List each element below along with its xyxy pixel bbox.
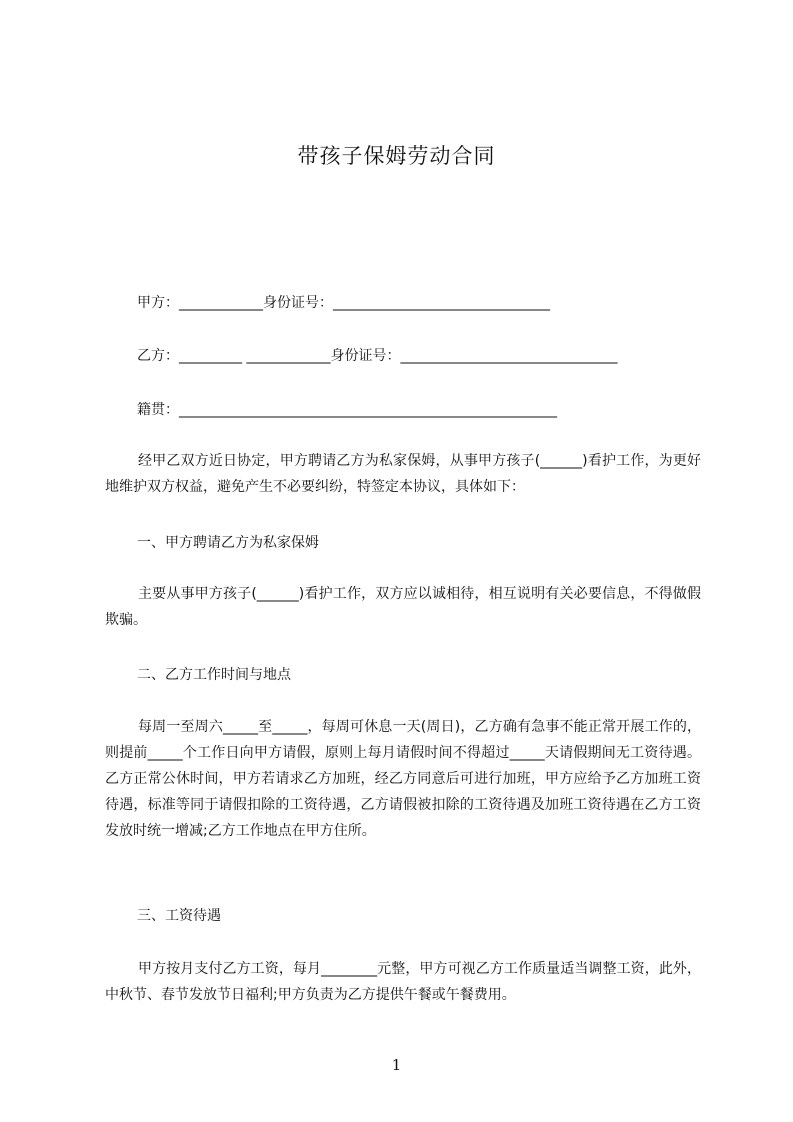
native-place-line: 籍贯：______________________________________________________ <box>137 402 557 418</box>
section3-heading: 三、工资待遇 <box>137 908 221 924</box>
section3-body: 甲方按月支付乙方工资，每月________元整，甲方可视乙方工作质量适当调整工资，此外，中秋节、春节发放节日福利;甲方负责为乙方提供午餐或午餐费用。 <box>105 961 701 1003</box>
document-title: 带孩子保姆劳动合同 <box>297 144 496 168</box>
section2-heading: 二、乙方工作时间与地点 <box>137 667 291 683</box>
section1-heading: 一、甲方聘请乙方为私家保姆 <box>137 535 319 551</box>
party-b-line: 乙方：_________ ____________身份证号：_______________________________ <box>137 348 618 364</box>
page-number: 1 <box>391 1056 402 1074</box>
party-a-line: 甲方：____________身份证号：_______________________________ <box>137 295 550 311</box>
section1-body: 主要从事甲方孩子(______)看护工作，双方应以诚相待，相互说明有关必要信息，不得做假欺骗。 <box>105 586 701 628</box>
section2-body: 每周一至周六_____至_____，每周可休息一天(周日)，乙方确有急事不能正常开展工作的，则提前_____个工作日向甲方请假，原则上每月请假时间不得超过_____天请假期间无工资待遇。乙方正常公休时间，甲方若请求乙方加班，经乙方同意后可进行加班，甲方应给予乙方加班工资待遇，标准等同于请假扣除的工资待遇，乙方请假被扣除的工资待遇及加班工资待遇在乙方工资发放时统一增减;乙方工作地点在甲方住所。 <box>105 719 701 839</box>
intro-paragraph: 经甲乙双方近日协定，甲方聘请乙方为私家保姆，从事甲方孩子(______)看护工作，为更好地维护双方权益，避免产生不必要纠纷，特签定本协议，具体如下： <box>105 453 701 495</box>
